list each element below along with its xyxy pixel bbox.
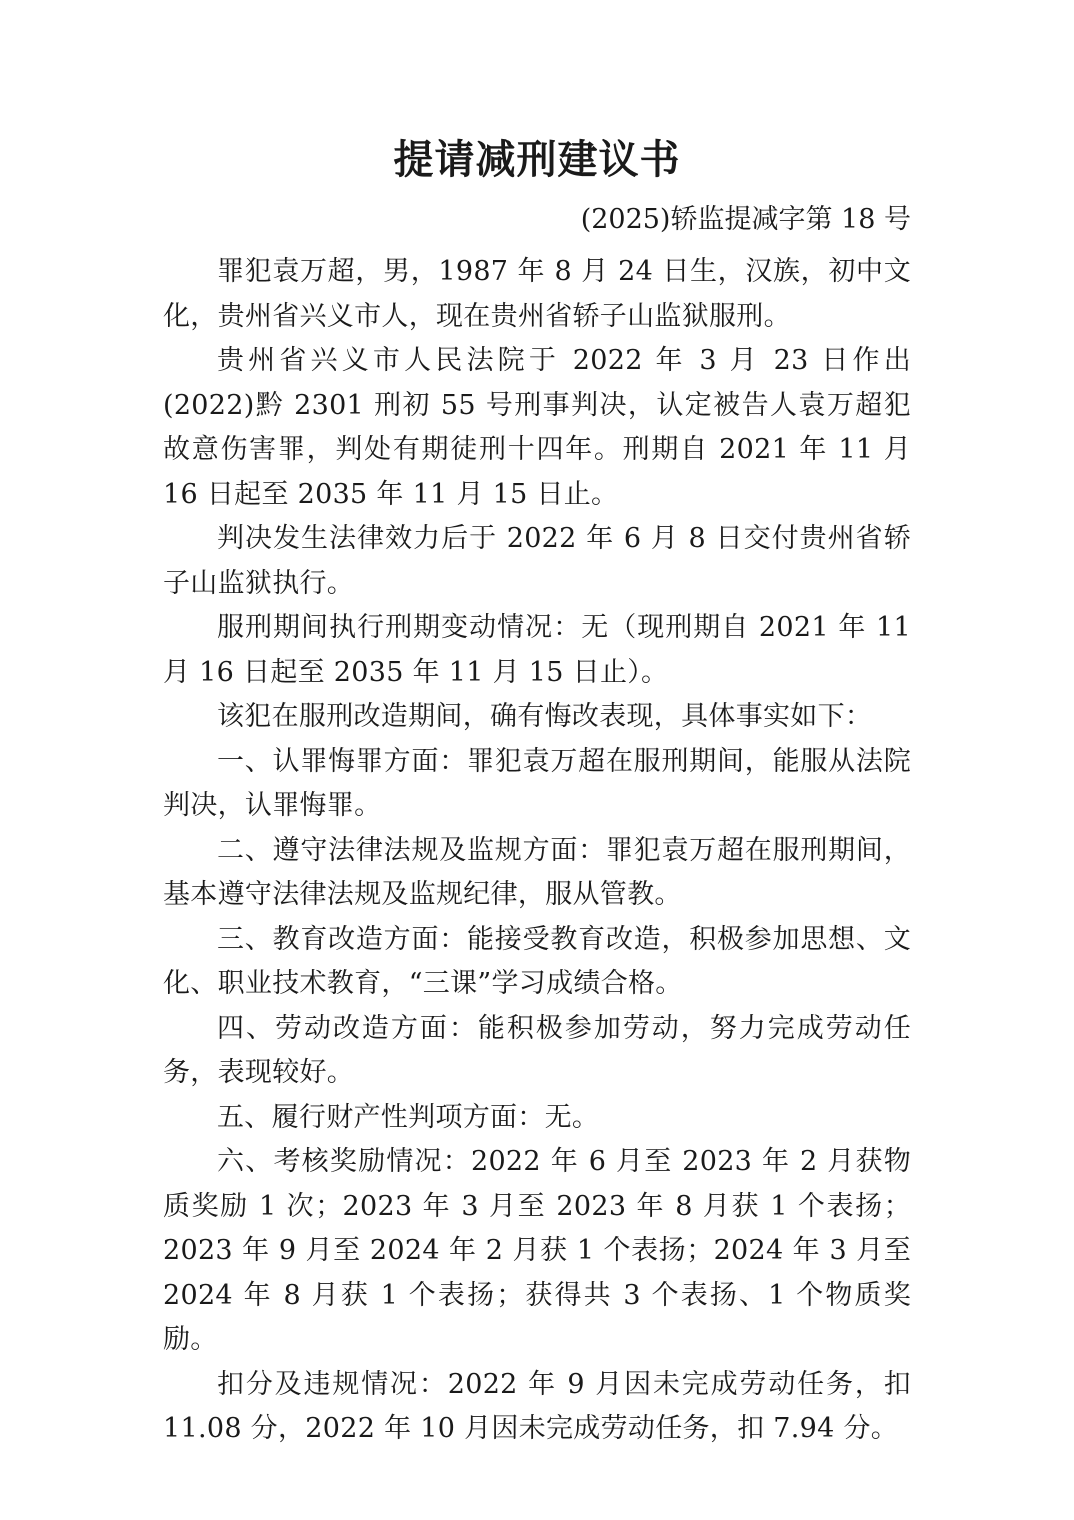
paragraph-delivery: 判决发生法律效力后于 2022 年 6 月 8 日交付贵州省轿子山监狱执行。 bbox=[163, 523, 911, 599]
paragraph-labor: 四、劳动改造方面：能积极参加劳动，努力完成劳动任务，表现较好。 bbox=[163, 1012, 911, 1088]
document-number: (2025)轿监提减字第 18 号 bbox=[580, 204, 911, 235]
document-title: 提请减刑建议书 bbox=[393, 136, 681, 183]
paragraph-rewards: 六、考核奖励情况：2022 年 6 月至 2023 年 2 月获物质奖励 1 次；2023 年 3 月至 2023 年 8 月获 1 个表扬；2023 年 9 月至 2024 年 2 月获 1 个表扬；2024 年 3 月至 2024 年 8 月获 1 个表扬；获得共 3 个表扬、1 个物质奖励。 bbox=[163, 1146, 912, 1355]
paragraph-admission: 一、认罪悔罪方面：罪犯袁万超在服刑期间，能服从法院判决，认罪悔罪。 bbox=[163, 745, 911, 821]
paragraph-property: 五、履行财产性判项方面：无。 bbox=[217, 1101, 600, 1133]
paragraph-sentence-change: 服刑期间执行刑期变动情况：无（现刑期自 2021 年 11 月 16 日起至 2035 年 11 月 15 日止）。 bbox=[163, 612, 911, 688]
paragraph-judgment: 贵州省兴义市人民法院于 2022 年 3 月 23 日作出(2022)黔 2301 刑初 55 号刑事判决，认定被告人袁万超犯故意伤害罪，判处有期徒刑十四年。刑期自 2021 年 11 月 16 日起至 2035 年 11 月 15 日止。 bbox=[163, 345, 911, 510]
paragraph-criminal-info: 罪犯袁万超，男，1987 年 8 月 24 日生，汉族，初中文化，贵州省兴义市人，现在贵州省轿子山监狱服刑。 bbox=[163, 256, 911, 332]
paragraph-compliance: 二、遵守法律法规及监规方面：罪犯袁万超在服刑期间，基本遵守法律法规及监规纪律，服从管教。 bbox=[163, 834, 911, 910]
paragraph-repentance-intro: 该犯在服刑改造期间，确有悔改表现，具体事实如下： bbox=[217, 701, 873, 732]
document-body bbox=[163, 250, 911, 1452]
paragraph-deductions: 扣分及违规情况：2022 年 9 月因未完成劳动任务，扣 11.08 分，2022 年 10 月因未完成劳动任务，扣 7.94 分。 bbox=[163, 1368, 911, 1444]
paragraph-education: 三、教育改造方面：能接受教育改造，积极参加思想、文化、职业技术教育，“三课”学习成绩合格。 bbox=[163, 923, 911, 999]
